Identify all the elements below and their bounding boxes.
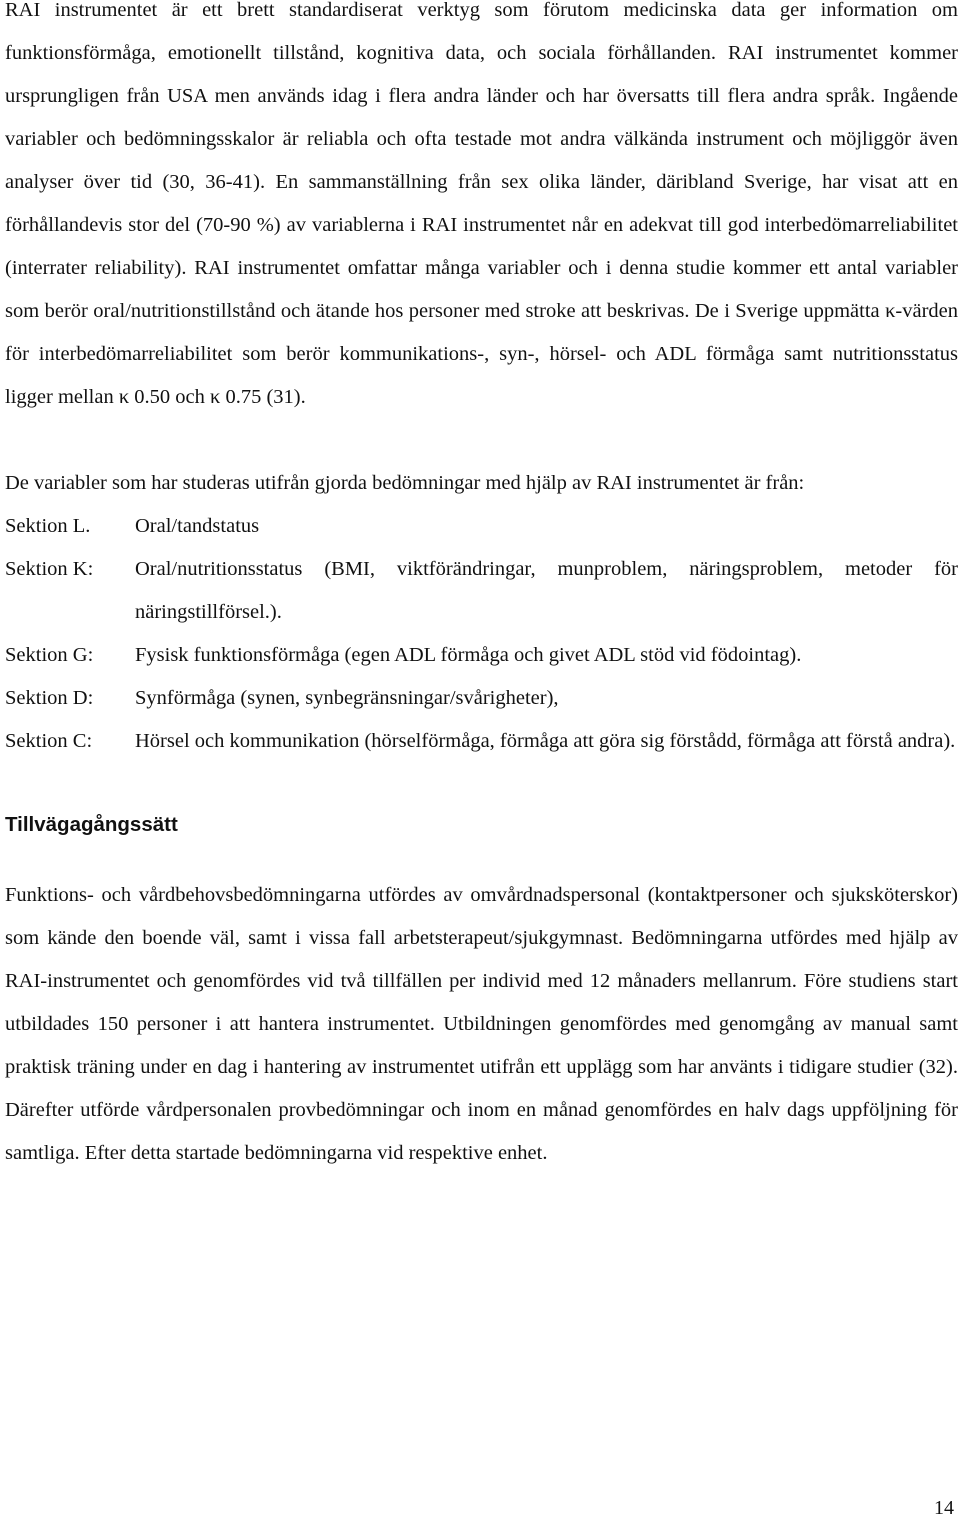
section-row-k <box>5 548 958 634</box>
section-row-l <box>5 505 958 548</box>
section-label: Sektion K: <box>5 558 94 580</box>
section-label: Sektion G: <box>5 644 94 666</box>
section-text: Hörsel och kommunikation (hörselförmåga, förmåga att göra sig förstådd, förmåga att förstå andra). <box>135 730 956 752</box>
section-text: Fysisk funktionsförmåga (egen ADL förmåga och givet ADL stöd vid födointag). <box>135 644 802 666</box>
section-label: Sektion D: <box>5 687 94 709</box>
sections-list <box>5 505 958 763</box>
section-label: Sektion C: <box>5 730 93 752</box>
section-row-d <box>5 677 958 720</box>
page-number: 14 <box>934 1497 954 1519</box>
document-page <box>5 0 958 1175</box>
paragraph-variables-intro: De variabler som har studeras utifrån gjorda bedömningar med hjälp av RAI instrumentet är från: <box>5 472 805 494</box>
section-text: Oral/tandstatus <box>135 515 260 537</box>
section-text: Synförmåga (synen, synbegränsningar/svårigheter), <box>135 687 559 709</box>
paragraph-rai-intro: RAI instrumentet är ett brett standardiserat verktyg som förutom medicinska data ger information om funktionsförmåga, emotionellt tillstånd, kognitiva data, och sociala förhållanden. RAI instrumentet kommer ursprungligen från USA men används idag i flera andra länder och har översatts till flera andra språk. Ingående variabler och bedömningsskalor är reliabla och ofta testade mot andra välkända instrument och möjliggör även analyser över tid (30, 36-41). En sammanställning från sex olika länder, däribland Sverige, har visat att en förhållandevis stor del (70-90 %) av variablerna i RAI instrumentet når en adekvat till god interbedömarreliabilitet (interrater reliability). RAI instrumentet omfattar många variabler och i denna studie kommer ett antal variabler som berör oral/nutritionstillstånd och ätande hos personer med stroke att beskrivas. De i Sverige uppmätta κ-värden för interbedömarreliabilitet som berör kommunikations-, syn-, hörsel- och ADL förmåga samt nutritionsstatus ligger mellan κ 0.50 och κ 0.75 (31). <box>5 0 958 408</box>
heading-method: Tillvägagångssätt <box>5 813 178 836</box>
variables-block <box>5 462 958 763</box>
section-text: Oral/nutritionsstatus (BMI, viktförändringar, munproblem, näringsproblem, metoder för näringstillförsel.). <box>135 558 958 623</box>
section-row-c <box>5 720 958 763</box>
section-label: Sektion L. <box>5 515 91 537</box>
section-row-g <box>5 634 958 677</box>
paragraph-method: Funktions- och vårdbehovsbedömningarna utfördes av omvårdnadspersonal (kontaktpersoner och sjuksköterskor) som kände den boende väl, samt i vissa fall arbetsterapeut/sjukgymnast. Bedömningarna utfördes med hjälp av RAI-instrumentet och genomfördes vid två tillfällen per individ med 12 månaders mellanrum. Före studiens start utbildades 150 personer i att hantera instrumentet. Utbildningen genomfördes med genomgång av manual samt praktisk träning under en dag i hantering av instrumentet utifrån ett upplägg som har använts i tidigare studier (32). Därefter utförde vårdpersonalen provbedömningar och inom en månad genomfördes en halv dags uppföljning för samtliga. Efter detta startade bedömningarna vid respektive enhet. <box>5 884 958 1164</box>
